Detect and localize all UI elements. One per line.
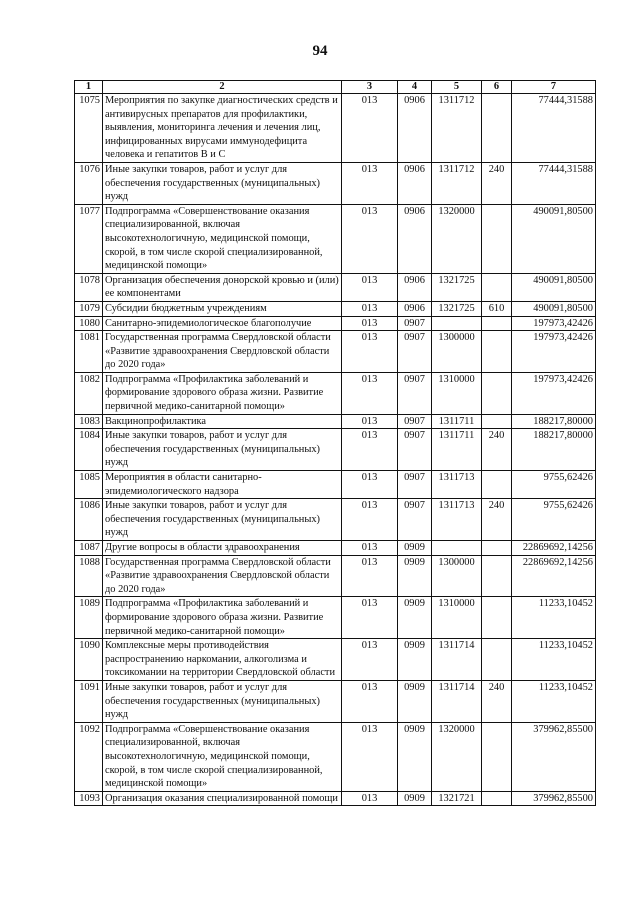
target-code (432, 541, 482, 556)
row-number: 1093 (75, 791, 103, 806)
section-code: 0909 (398, 680, 432, 722)
admin-code: 013 (342, 639, 398, 681)
amount: 188217,80000 (512, 414, 596, 429)
admin-code: 013 (342, 273, 398, 301)
page-number: 94 (312, 43, 328, 59)
expense-type-code (482, 791, 512, 806)
item-name: Мероприятия по закупке диагностических средств и антивирусных препаратов для профилактики, выявления, мониторинга лечения и лечения лиц, инфицированных вирусами иммунодефицита человека и гепатитов В и С (103, 94, 342, 163)
amount: 9755,62426 (512, 499, 596, 541)
row-number: 1086 (75, 499, 103, 541)
expense-type-code (482, 471, 512, 499)
target-code: 1311711 (432, 414, 482, 429)
amount: 11233,10452 (512, 680, 596, 722)
table-row (75, 499, 596, 541)
section-code: 0909 (398, 639, 432, 681)
table-row (75, 204, 596, 273)
item-name: Подпрограмма «Совершенствование оказания специализированной, включая высокотехнологичную, медицинской помощи, скорой, в том числе скорой специализированной, медицинской помощи» (103, 722, 342, 791)
amount: 379962,85500 (512, 791, 596, 806)
row-number: 1082 (75, 372, 103, 414)
column-header-1: 1 (75, 81, 103, 94)
amount: 197973,42426 (512, 316, 596, 331)
row-number: 1077 (75, 204, 103, 273)
table-row (75, 555, 596, 597)
section-code: 0909 (398, 597, 432, 639)
expense-type-code: 240 (482, 429, 512, 471)
admin-code: 013 (342, 541, 398, 556)
expense-type-code (482, 597, 512, 639)
target-code: 1321725 (432, 273, 482, 301)
row-number: 1079 (75, 301, 103, 316)
column-header-6: 6 (482, 81, 512, 94)
admin-code: 013 (342, 722, 398, 791)
item-name: Иные закупки товаров, работ и услуг для обеспечения государственных (муниципальных) нужд (103, 499, 342, 541)
row-number: 1085 (75, 471, 103, 499)
target-code: 1321721 (432, 791, 482, 806)
admin-code: 013 (342, 372, 398, 414)
item-name: Вакцинопрофилактика (103, 414, 342, 429)
section-code: 0909 (398, 791, 432, 806)
section-code: 0909 (398, 541, 432, 556)
amount: 188217,80000 (512, 429, 596, 471)
table-row (75, 541, 596, 556)
row-number: 1078 (75, 273, 103, 301)
admin-code: 013 (342, 331, 398, 373)
table-row (75, 639, 596, 681)
table-row (75, 316, 596, 331)
row-number: 1092 (75, 722, 103, 791)
row-number: 1088 (75, 555, 103, 597)
admin-code: 013 (342, 555, 398, 597)
section-code: 0906 (398, 301, 432, 316)
amount: 11233,10452 (512, 597, 596, 639)
item-name: Комплексные меры противодействия распространению наркомании, алкоголизма и токсикомании на территории Свердловской области (103, 639, 342, 681)
admin-code: 013 (342, 597, 398, 639)
amount: 22869692,14256 (512, 555, 596, 597)
item-name: Подпрограмма «Совершенствование оказания специализированной, включая высокотехнологичную, медицинской помощи, скорой, в том числе скорой специализированной, медицинской помощи» (103, 204, 342, 273)
target-code: 1311712 (432, 162, 482, 204)
amount: 379962,85500 (512, 722, 596, 791)
expense-type-code (482, 541, 512, 556)
header-row (75, 81, 596, 94)
expense-type-code (482, 204, 512, 273)
table-body (75, 94, 596, 806)
section-code: 0907 (398, 316, 432, 331)
target-code: 1311714 (432, 639, 482, 681)
item-name: Государственная программа Свердловской области «Развитие здравоохранения Свердловской области до 2020 года» (103, 555, 342, 597)
expense-type-code (482, 273, 512, 301)
table-row (75, 429, 596, 471)
target-code: 1320000 (432, 204, 482, 273)
item-name: Иные закупки товаров, работ и услуг для обеспечения государственных (муниципальных) нужд (103, 680, 342, 722)
target-code: 1300000 (432, 331, 482, 373)
section-code: 0907 (398, 471, 432, 499)
admin-code: 013 (342, 301, 398, 316)
column-header-7: 7 (512, 81, 596, 94)
item-name: Субсидии бюджетным учреждениям (103, 301, 342, 316)
item-name: Государственная программа Свердловской области «Развитие здравоохранения Свердловской области до 2020 года» (103, 331, 342, 373)
section-code: 0906 (398, 94, 432, 163)
section-code: 0909 (398, 722, 432, 791)
amount: 77444,31588 (512, 162, 596, 204)
table-row (75, 372, 596, 414)
table-row (75, 414, 596, 429)
item-name: Организация оказания специализированной помощи (103, 791, 342, 806)
expense-type-code (482, 372, 512, 414)
section-code: 0907 (398, 429, 432, 471)
table-row (75, 680, 596, 722)
row-number: 1084 (75, 429, 103, 471)
admin-code: 013 (342, 499, 398, 541)
item-name: Санитарно-эпидемиологическое благополучие (103, 316, 342, 331)
expense-type-code: 240 (482, 499, 512, 541)
item-name: Мероприятия в области санитарно-эпидемиологического надзора (103, 471, 342, 499)
amount: 197973,42426 (512, 331, 596, 373)
table-row (75, 722, 596, 791)
expense-type-code (482, 414, 512, 429)
expense-type-code: 240 (482, 162, 512, 204)
section-code: 0906 (398, 273, 432, 301)
admin-code: 013 (342, 429, 398, 471)
expense-type-code (482, 555, 512, 597)
table-row (75, 94, 596, 163)
target-code: 1300000 (432, 555, 482, 597)
row-number: 1081 (75, 331, 103, 373)
section-code: 0906 (398, 204, 432, 273)
amount: 22869692,14256 (512, 541, 596, 556)
row-number: 1083 (75, 414, 103, 429)
column-header-4: 4 (398, 81, 432, 94)
row-number: 1090 (75, 639, 103, 681)
row-number: 1076 (75, 162, 103, 204)
admin-code: 013 (342, 471, 398, 499)
row-number: 1091 (75, 680, 103, 722)
amount: 197973,42426 (512, 372, 596, 414)
target-code: 1311712 (432, 94, 482, 163)
target-code: 1310000 (432, 372, 482, 414)
table-row (75, 597, 596, 639)
expense-type-code (482, 722, 512, 791)
section-code: 0907 (398, 414, 432, 429)
admin-code: 013 (342, 162, 398, 204)
expense-type-code (482, 316, 512, 331)
row-number: 1080 (75, 316, 103, 331)
expense-type-code (482, 639, 512, 681)
item-name: Иные закупки товаров, работ и услуг для обеспечения государственных (муниципальных) нужд (103, 162, 342, 204)
admin-code: 013 (342, 680, 398, 722)
admin-code: 013 (342, 316, 398, 331)
item-name: Иные закупки товаров, работ и услуг для обеспечения государственных (муниципальных) нужд (103, 429, 342, 471)
item-name: Организация обеспечения донорской кровью и (или) ее компонентами (103, 273, 342, 301)
amount: 77444,31588 (512, 94, 596, 163)
item-name: Другие вопросы в области здравоохранения (103, 541, 342, 556)
column-header-3: 3 (342, 81, 398, 94)
target-code: 1311711 (432, 429, 482, 471)
row-number: 1089 (75, 597, 103, 639)
amount: 490091,80500 (512, 273, 596, 301)
budget-table (74, 80, 596, 806)
admin-code: 013 (342, 791, 398, 806)
table-row (75, 791, 596, 806)
expense-type-code: 240 (482, 680, 512, 722)
expense-type-code (482, 331, 512, 373)
amount: 490091,80500 (512, 204, 596, 273)
table-row (75, 301, 596, 316)
column-header-2: 2 (103, 81, 342, 94)
table-row (75, 331, 596, 373)
section-code: 0909 (398, 555, 432, 597)
amount: 11233,10452 (512, 639, 596, 681)
target-code: 1311713 (432, 471, 482, 499)
section-code: 0907 (398, 372, 432, 414)
row-number: 1087 (75, 541, 103, 556)
admin-code: 013 (342, 204, 398, 273)
admin-code: 013 (342, 414, 398, 429)
table-row (75, 273, 596, 301)
amount: 9755,62426 (512, 471, 596, 499)
item-name: Подпрограмма «Профилактика заболеваний и формирование здорового образа жизни. Развитие первичной медико-санитарной помощи» (103, 597, 342, 639)
table-row (75, 471, 596, 499)
amount: 490091,80500 (512, 301, 596, 316)
expense-type-code (482, 94, 512, 163)
target-code: 1321725 (432, 301, 482, 316)
admin-code: 013 (342, 94, 398, 163)
target-code: 1320000 (432, 722, 482, 791)
target-code: 1311713 (432, 499, 482, 541)
expense-type-code: 610 (482, 301, 512, 316)
table-row (75, 162, 596, 204)
section-code: 0907 (398, 331, 432, 373)
section-code: 0906 (398, 162, 432, 204)
target-code: 1310000 (432, 597, 482, 639)
target-code: 1311714 (432, 680, 482, 722)
row-number: 1075 (75, 94, 103, 163)
item-name: Подпрограмма «Профилактика заболеваний и формирование здорового образа жизни. Развитие первичной медико-санитарной помощи» (103, 372, 342, 414)
section-code: 0907 (398, 499, 432, 541)
target-code (432, 316, 482, 331)
column-header-5: 5 (432, 81, 482, 94)
